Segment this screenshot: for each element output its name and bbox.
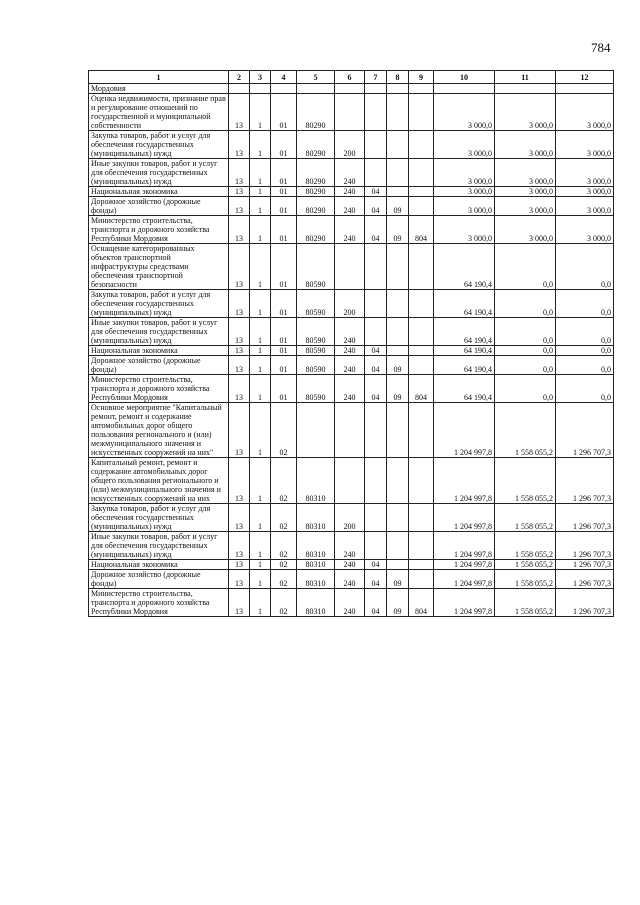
row-c4-cell: 02 — [271, 504, 297, 532]
row-c9-cell — [409, 197, 434, 216]
row-c9-cell — [409, 570, 434, 589]
row-c7-cell — [365, 504, 387, 532]
row-c2-cell: 13 — [229, 458, 250, 504]
row-c12-cell: 0,0 — [556, 356, 614, 375]
row-c11-cell: 0,0 — [495, 318, 556, 346]
row-c7-cell: 04 — [365, 570, 387, 589]
row-c12-cell: 1 296 707,3 — [556, 589, 614, 617]
table-row — [89, 216, 614, 244]
table-row — [89, 570, 614, 589]
row-c10-cell: 64 190,4 — [434, 356, 495, 375]
row-c10-cell — [434, 84, 495, 94]
row-c3-cell: 1 — [250, 94, 271, 131]
row-name-cell: Иные закупки товаров, работ и услуг для обеспечения государственных (муниципальных) нужд — [89, 532, 229, 560]
row-c5-cell: 80290 — [297, 131, 335, 159]
row-name-cell: Оснащение категорированных объектов транспортной инфраструктуры средствами обеспечения транспортной безопасности — [89, 244, 229, 290]
row-c10-cell: 1 204 997,8 — [434, 458, 495, 504]
row-c9-cell: 804 — [409, 589, 434, 617]
row-name-cell: Дорожное хозяйство (дорожные фонды) — [89, 197, 229, 216]
row-c9-cell — [409, 187, 434, 197]
row-c3-cell: 1 — [250, 159, 271, 187]
row-c11-cell: 3 000,0 — [495, 197, 556, 216]
col-header: 9 — [409, 71, 434, 84]
row-c9-cell — [409, 504, 434, 532]
row-c6-cell — [335, 94, 365, 131]
row-c5-cell: 80590 — [297, 318, 335, 346]
row-name-cell: Национальная экономика — [89, 187, 229, 197]
row-c2-cell: 13 — [229, 532, 250, 560]
row-c7-cell — [365, 94, 387, 131]
table-row — [89, 504, 614, 532]
row-c12-cell: 1 296 707,3 — [556, 458, 614, 504]
col-header: 1 — [89, 71, 229, 84]
row-c5-cell: 80290 — [297, 187, 335, 197]
row-c7-cell — [365, 244, 387, 290]
row-c3-cell: 1 — [250, 216, 271, 244]
row-c6-cell: 240 — [335, 589, 365, 617]
row-c10-cell: 3 000,0 — [434, 94, 495, 131]
row-c9-cell — [409, 318, 434, 346]
row-c5-cell: 80310 — [297, 532, 335, 560]
row-c10-cell: 1 204 997,8 — [434, 560, 495, 570]
row-c9-cell — [409, 403, 434, 458]
table-row — [89, 532, 614, 560]
row-c8-cell — [387, 84, 409, 94]
row-c4-cell: 01 — [271, 197, 297, 216]
row-c9-cell — [409, 532, 434, 560]
row-c8-cell: 09 — [387, 356, 409, 375]
table-row — [89, 187, 614, 197]
row-c9-cell — [409, 458, 434, 504]
row-c12-cell: 3 000,0 — [556, 216, 614, 244]
row-c4-cell: 01 — [271, 356, 297, 375]
row-c6-cell — [335, 244, 365, 290]
col-header: 5 — [297, 71, 335, 84]
table-row — [89, 375, 614, 403]
row-c6-cell: 240 — [335, 356, 365, 375]
row-c3-cell: 1 — [250, 403, 271, 458]
row-c2-cell: 13 — [229, 375, 250, 403]
table-body — [89, 84, 614, 617]
row-c4-cell: 02 — [271, 560, 297, 570]
row-c12-cell: 3 000,0 — [556, 197, 614, 216]
row-c3-cell: 1 — [250, 560, 271, 570]
row-c11-cell: 0,0 — [495, 346, 556, 356]
row-c7-cell: 04 — [365, 197, 387, 216]
row-name-cell: Закупка товаров, работ и услуг для обеспечения государственных (муниципальных) нужд — [89, 504, 229, 532]
row-c10-cell: 3 000,0 — [434, 159, 495, 187]
row-c2-cell: 13 — [229, 356, 250, 375]
row-name-cell: Министерство строительства, транспорта и дорожного хозяйства Республики Мордовия — [89, 589, 229, 617]
row-name-cell: Национальная экономика — [89, 560, 229, 570]
row-c6-cell — [335, 403, 365, 458]
row-name-cell: Закупка товаров, работ и услуг для обеспечения государственных (муниципальных) нужд — [89, 131, 229, 159]
row-c7-cell: 04 — [365, 375, 387, 403]
row-c8-cell — [387, 94, 409, 131]
row-c12-cell: 1 296 707,3 — [556, 403, 614, 458]
col-header: 2 — [229, 71, 250, 84]
row-c7-cell — [365, 318, 387, 346]
col-header: 6 — [335, 71, 365, 84]
row-c2-cell: 13 — [229, 560, 250, 570]
row-name-cell: Оценка недвижимости, признание прав и регулирование отношений по государственной и муниципальной собственности — [89, 94, 229, 131]
row-c9-cell — [409, 346, 434, 356]
row-c12-cell: 3 000,0 — [556, 159, 614, 187]
row-c12-cell: 1 296 707,3 — [556, 532, 614, 560]
row-c5-cell: 80310 — [297, 570, 335, 589]
row-c3-cell: 1 — [250, 346, 271, 356]
row-c4-cell: 01 — [271, 94, 297, 131]
table-row — [89, 244, 614, 290]
row-c12-cell: 1 296 707,3 — [556, 504, 614, 532]
col-header: 8 — [387, 71, 409, 84]
row-c7-cell: 04 — [365, 216, 387, 244]
row-c5-cell: 80590 — [297, 290, 335, 318]
row-c9-cell — [409, 131, 434, 159]
row-c6-cell: 200 — [335, 131, 365, 159]
row-c12-cell: 3 000,0 — [556, 94, 614, 131]
row-c3-cell — [250, 84, 271, 94]
row-c2-cell — [229, 84, 250, 94]
row-c2-cell: 13 — [229, 244, 250, 290]
row-c5-cell: 80290 — [297, 94, 335, 131]
row-c7-cell: 04 — [365, 560, 387, 570]
row-c8-cell — [387, 244, 409, 290]
row-name-cell: Министерство строительства, транспорта и дорожного хозяйства Республики Мордовия — [89, 216, 229, 244]
row-c4-cell: 02 — [271, 532, 297, 560]
row-c8-cell — [387, 159, 409, 187]
row-c2-cell: 13 — [229, 131, 250, 159]
row-c2-cell: 13 — [229, 570, 250, 589]
row-c4-cell: 01 — [271, 244, 297, 290]
row-c12-cell: 0,0 — [556, 375, 614, 403]
row-name-cell: Основное мероприятие "Капитальный ремонт, ремонт и содержание автомобильных дорог общего пользования регионального и (или) межмуниципального значения и искусственных сооружений на них" — [89, 403, 229, 458]
row-c6-cell: 200 — [335, 504, 365, 532]
row-c8-cell: 09 — [387, 570, 409, 589]
row-c10-cell: 3 000,0 — [434, 131, 495, 159]
row-c4-cell: 01 — [271, 187, 297, 197]
row-c3-cell: 1 — [250, 318, 271, 346]
row-c2-cell: 13 — [229, 94, 250, 131]
row-c5-cell — [297, 403, 335, 458]
row-c3-cell: 1 — [250, 244, 271, 290]
row-c3-cell: 1 — [250, 504, 271, 532]
row-c12-cell: 0,0 — [556, 318, 614, 346]
col-header: 4 — [271, 71, 297, 84]
row-c4-cell: 02 — [271, 403, 297, 458]
row-c8-cell: 09 — [387, 589, 409, 617]
row-c4-cell: 01 — [271, 159, 297, 187]
row-c2-cell: 13 — [229, 159, 250, 187]
row-c8-cell: 09 — [387, 216, 409, 244]
col-header: 3 — [250, 71, 271, 84]
row-c3-cell: 1 — [250, 589, 271, 617]
row-c12-cell: 3 000,0 — [556, 187, 614, 197]
budget-table — [88, 70, 614, 617]
row-c9-cell — [409, 84, 434, 94]
row-c11-cell: 3 000,0 — [495, 187, 556, 197]
row-c6-cell: 240 — [335, 560, 365, 570]
row-c5-cell: 80290 — [297, 159, 335, 187]
row-c3-cell: 1 — [250, 197, 271, 216]
row-c6-cell: 240 — [335, 197, 365, 216]
row-c11-cell: 1 558 055,2 — [495, 504, 556, 532]
row-c7-cell — [365, 159, 387, 187]
row-c10-cell: 64 190,4 — [434, 244, 495, 290]
row-c8-cell — [387, 131, 409, 159]
row-c7-cell — [365, 532, 387, 560]
table-row — [89, 159, 614, 187]
row-c2-cell: 13 — [229, 589, 250, 617]
row-c8-cell — [387, 560, 409, 570]
row-c8-cell: 09 — [387, 375, 409, 403]
row-c2-cell: 13 — [229, 403, 250, 458]
row-c4-cell: 02 — [271, 589, 297, 617]
row-c11-cell: 0,0 — [495, 356, 556, 375]
row-c12-cell: 1 296 707,3 — [556, 570, 614, 589]
row-c3-cell: 1 — [250, 532, 271, 560]
row-c10-cell: 3 000,0 — [434, 216, 495, 244]
row-c10-cell: 3 000,0 — [434, 197, 495, 216]
row-c6-cell: 240 — [335, 532, 365, 560]
row-c3-cell: 1 — [250, 458, 271, 504]
row-c10-cell: 1 204 997,8 — [434, 504, 495, 532]
table-row — [89, 560, 614, 570]
row-c6-cell — [335, 84, 365, 94]
row-c5-cell: 80590 — [297, 244, 335, 290]
row-c8-cell — [387, 458, 409, 504]
header-row — [89, 71, 614, 84]
row-c10-cell: 64 190,4 — [434, 346, 495, 356]
col-header: 7 — [365, 71, 387, 84]
row-c11-cell: 1 558 055,2 — [495, 589, 556, 617]
row-c7-cell — [365, 290, 387, 318]
row-c5-cell: 80310 — [297, 560, 335, 570]
row-c6-cell: 240 — [335, 318, 365, 346]
row-c6-cell: 240 — [335, 375, 365, 403]
row-c4-cell — [271, 84, 297, 94]
row-name-cell: Национальная экономика — [89, 346, 229, 356]
table-row — [89, 131, 614, 159]
row-c11-cell: 1 558 055,2 — [495, 570, 556, 589]
table-row — [89, 589, 614, 617]
table-row — [89, 403, 614, 458]
row-c8-cell — [387, 403, 409, 458]
row-c12-cell: 0,0 — [556, 346, 614, 356]
row-c10-cell: 64 190,4 — [434, 290, 495, 318]
row-c7-cell — [365, 131, 387, 159]
row-c3-cell: 1 — [250, 356, 271, 375]
row-c10-cell: 3 000,0 — [434, 187, 495, 197]
row-c9-cell — [409, 94, 434, 131]
row-c11-cell: 1 558 055,2 — [495, 560, 556, 570]
row-c7-cell: 04 — [365, 187, 387, 197]
row-name-cell: Дорожное хозяйство (дорожные фонды) — [89, 356, 229, 375]
table-row — [89, 346, 614, 356]
row-c2-cell: 13 — [229, 504, 250, 532]
row-c4-cell: 02 — [271, 570, 297, 589]
row-c3-cell: 1 — [250, 375, 271, 403]
row-c11-cell: 0,0 — [495, 244, 556, 290]
row-c5-cell: 80290 — [297, 216, 335, 244]
row-c8-cell — [387, 318, 409, 346]
row-c3-cell: 1 — [250, 290, 271, 318]
col-header: 10 — [434, 71, 495, 84]
row-c6-cell — [335, 458, 365, 504]
row-c11-cell: 3 000,0 — [495, 131, 556, 159]
row-c11-cell: 3 000,0 — [495, 159, 556, 187]
row-c12-cell — [556, 84, 614, 94]
table-row — [89, 458, 614, 504]
row-c6-cell: 200 — [335, 290, 365, 318]
row-c6-cell: 240 — [335, 159, 365, 187]
row-c8-cell — [387, 532, 409, 560]
row-c12-cell: 0,0 — [556, 290, 614, 318]
page-number: 784 — [591, 40, 611, 55]
row-c11-cell: 0,0 — [495, 375, 556, 403]
row-c6-cell: 240 — [335, 216, 365, 244]
row-c4-cell: 02 — [271, 458, 297, 504]
row-c7-cell — [365, 458, 387, 504]
row-c12-cell: 3 000,0 — [556, 131, 614, 159]
row-c2-cell: 13 — [229, 187, 250, 197]
row-c3-cell: 1 — [250, 131, 271, 159]
row-c7-cell — [365, 403, 387, 458]
row-c4-cell: 01 — [271, 131, 297, 159]
row-name-cell: Иные закупки товаров, работ и услуг для обеспечения государственных (муниципальных) нужд — [89, 159, 229, 187]
row-c9-cell — [409, 356, 434, 375]
table-row — [89, 84, 614, 94]
row-name-cell: Мордовия — [89, 84, 229, 94]
row-c4-cell: 01 — [271, 216, 297, 244]
row-name-cell: Иные закупки товаров, работ и услуг для обеспечения государственных (муниципальных) нужд — [89, 318, 229, 346]
row-c9-cell — [409, 560, 434, 570]
row-c10-cell: 64 190,4 — [434, 318, 495, 346]
row-c12-cell: 1 296 707,3 — [556, 560, 614, 570]
row-c10-cell: 1 204 997,8 — [434, 403, 495, 458]
row-c2-cell: 13 — [229, 346, 250, 356]
row-name-cell: Министерство строительства, транспорта и дорожного хозяйства Республики Мордовия — [89, 375, 229, 403]
row-c10-cell: 1 204 997,8 — [434, 532, 495, 560]
row-c7-cell: 04 — [365, 356, 387, 375]
row-c5-cell — [297, 84, 335, 94]
row-c11-cell — [495, 84, 556, 94]
table-row — [89, 94, 614, 131]
row-c6-cell: 240 — [335, 570, 365, 589]
row-c9-cell: 804 — [409, 375, 434, 403]
row-c8-cell: 09 — [387, 197, 409, 216]
row-c8-cell — [387, 187, 409, 197]
row-c11-cell: 1 558 055,2 — [495, 532, 556, 560]
row-c11-cell: 1 558 055,2 — [495, 458, 556, 504]
row-c8-cell — [387, 346, 409, 356]
row-c11-cell: 3 000,0 — [495, 94, 556, 131]
row-c5-cell: 80310 — [297, 504, 335, 532]
row-c7-cell: 04 — [365, 346, 387, 356]
row-c2-cell: 13 — [229, 318, 250, 346]
row-c9-cell — [409, 244, 434, 290]
row-c10-cell: 64 190,4 — [434, 375, 495, 403]
row-c4-cell: 01 — [271, 318, 297, 346]
row-c4-cell: 01 — [271, 290, 297, 318]
row-c3-cell: 1 — [250, 570, 271, 589]
table-row — [89, 197, 614, 216]
row-c10-cell: 1 204 997,8 — [434, 589, 495, 617]
row-c9-cell: 804 — [409, 216, 434, 244]
row-c9-cell — [409, 159, 434, 187]
row-c8-cell — [387, 290, 409, 318]
row-c9-cell — [409, 290, 434, 318]
row-c7-cell: 04 — [365, 589, 387, 617]
table-row — [89, 318, 614, 346]
row-c5-cell: 80310 — [297, 589, 335, 617]
row-c4-cell: 01 — [271, 375, 297, 403]
row-c5-cell: 80590 — [297, 375, 335, 403]
table-row — [89, 356, 614, 375]
row-c10-cell: 1 204 997,8 — [434, 570, 495, 589]
row-c5-cell: 80310 — [297, 458, 335, 504]
row-name-cell: Закупка товаров, работ и услуг для обеспечения государственных (муниципальных) нужд — [89, 290, 229, 318]
row-c5-cell: 80590 — [297, 346, 335, 356]
row-c2-cell: 13 — [229, 216, 250, 244]
table-header — [89, 71, 614, 84]
row-c8-cell — [387, 504, 409, 532]
row-c5-cell: 80290 — [297, 197, 335, 216]
row-c12-cell: 0,0 — [556, 244, 614, 290]
row-name-cell: Капитальный ремонт, ремонт и содержание автомобильных дорог общего пользования регионального и (или) межмуниципального значения и искусственных сооружений на них — [89, 458, 229, 504]
row-c4-cell: 01 — [271, 346, 297, 356]
row-c2-cell: 13 — [229, 197, 250, 216]
row-name-cell: Дорожное хозяйство (дорожные фонды) — [89, 570, 229, 589]
row-c11-cell: 0,0 — [495, 290, 556, 318]
row-c2-cell: 13 — [229, 290, 250, 318]
row-c11-cell: 1 558 055,2 — [495, 403, 556, 458]
row-c7-cell — [365, 84, 387, 94]
row-c5-cell: 80590 — [297, 356, 335, 375]
table-row — [89, 290, 614, 318]
row-c11-cell: 3 000,0 — [495, 216, 556, 244]
row-c3-cell: 1 — [250, 187, 271, 197]
col-header: 12 — [556, 71, 614, 84]
row-c6-cell: 240 — [335, 346, 365, 356]
col-header: 11 — [495, 71, 556, 84]
row-c6-cell: 240 — [335, 187, 365, 197]
